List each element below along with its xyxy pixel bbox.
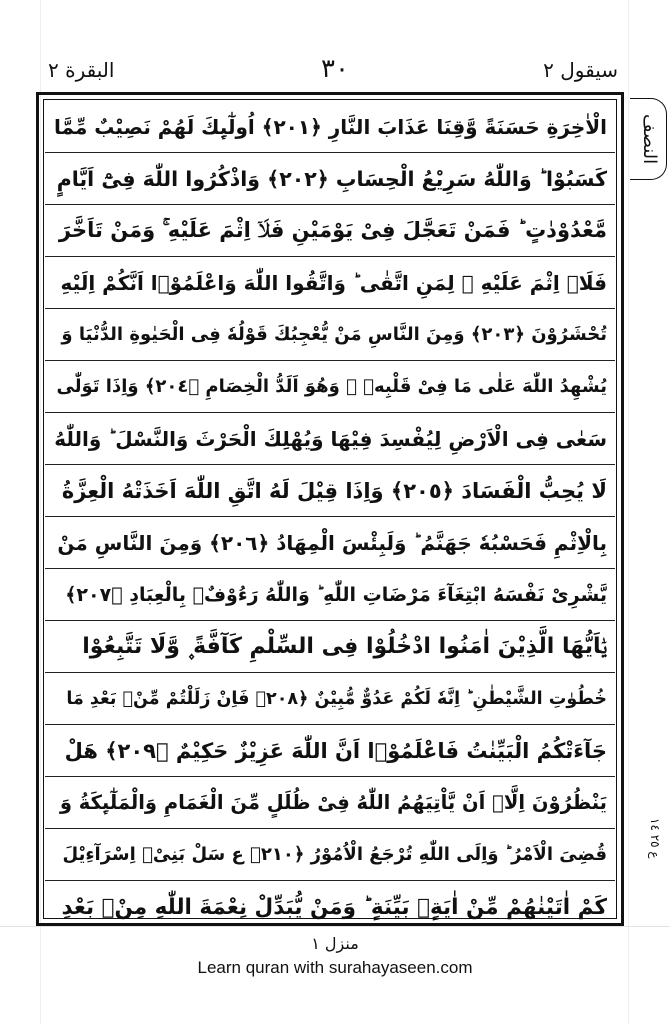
text-frame	[36, 92, 624, 926]
page-number: ٣٠	[321, 54, 349, 84]
verse-line	[45, 569, 615, 621]
verse-line-text: سَعٰى فِی الْاَرْضِ لِیُفْسِدَ فِیْهَا وَیُهْلِكَ الْحَرْثَ وَالنَّسْلَ ؕ وَاللّٰهُ	[54, 426, 607, 451]
verse-line-text: الْاٰخِرَةِ حَسَنَةً وَّقِنَا عَذَابَ النَّارِ ﴿٢٠١﴾ اُولٰٓىِٕكَ لَهُمْ نَصِیْبٌ مِّمَّا	[54, 114, 607, 139]
verse-line-text: یٰۤاَیُّهَا الَّذِیْنَ اٰمَنُوا ادْخُلُوْا فِی السِّلْمِ كَآفَّةً ۪ وَّلَا تَتَّبِعُوْا	[82, 634, 607, 659]
verse-line	[45, 517, 615, 569]
verse-line-text: كَمْ اٰتَیْنٰهُمْ مِّنْ اٰیَةٍۭ بَیِّنَةٍ ؕ وَمَنْ یُّبَدِّلْ نِعْمَةَ اللّٰهِ مِنْۢ بَعْدِ	[61, 894, 607, 920]
verse-line-text: بِالْاِثْمِ فَحَسْبُهٗ جَهَنَّمُ ؕ وَلَبِئْسَ الْمِهَادُ ﴿٢٠٦﴾ وَمِنَ النَّاسِ مَنْ	[57, 530, 607, 555]
site-credit: Learn quran with surahayaseen.com	[197, 958, 473, 977]
verse-line	[45, 621, 615, 673]
verse-line	[45, 257, 615, 309]
verse-line-text: یَّشْرِیْ نَفْسَهُ ابْتِغَآءَ مَرْضَاتِ اللّٰهِ ؕ وَاللّٰهُ رَءُوْفٌۢ بِالْعِبَادِ ﴿٢٠٧﴾	[65, 583, 607, 606]
verse-line	[45, 153, 615, 205]
verse-line-text: فَلَاۤ اِثْمَ عَلَیْهِ ۙ لِمَنِ اتَّقٰى ؕ وَاتَّقُوا اللّٰهَ وَاعْلَمُوْۤا اَنَّكُمْ اِلَیْهِ	[60, 270, 607, 295]
verse-line-text: لَا یُحِبُّ الْفَسَادَ ﴿٢٠٥﴾ وَاِذَا قِیْلَ لَهُ اتَّقِ اللّٰهَ اَخَذَتْهُ الْعِزَّةُ	[61, 478, 607, 503]
verse-line-text: جَآءَتْكُمُ الْبَیِّنٰتُ فَاعْلَمُوْۤا اَنَّ اللّٰهَ عَزِیْزٌ حَكِیْمٌ ﴿٢٠٩﴾ هَلْ	[64, 738, 607, 763]
verse-line-text: كَسَبُوْا ؕ وَاللّٰهُ سَرِیْعُ الْحِسَابِ ﴿٢٠٢﴾ وَاذْكُرُوا اللّٰهَ فِیْٓ اَیَّامٍ	[56, 166, 607, 191]
verse-line-text: یُشْهِدُ اللّٰهَ عَلٰى مَا فِیْ قَلْبِهٖ ۙ وَهُوَ اَلَدُّ الْخِصَامِ ﴿٢٠٤﴾ وَاِذَا تَوَلّٰى	[56, 376, 607, 397]
surah-name: البقرة ٢	[48, 58, 115, 82]
verse-line	[45, 673, 615, 725]
verse-line-text: تُحْشَرُوْنَ ﴿٢٠٣﴾ وَمِنَ النَّاسِ مَنْ یُّعْجِبُكَ قَوْلُهٗ فِی الْحَیٰوةِ الدُّنْیَا وَ	[61, 324, 607, 345]
margin-half-marker: النصف	[630, 98, 667, 180]
verse-line-text: یَنْظُرُوْنَ اِلَّاۤ اَنْ یَّاْتِیَهُمُ اللّٰهُ فِیْ ظُلَلٍ مِّنَ الْغَمَامِ وَالْمَلٰٓىِٕكَةُ وَ	[59, 791, 607, 814]
footer-divider	[0, 926, 670, 927]
verse-line	[45, 309, 615, 361]
verse-line-text: خُطُوٰتِ الشَّیْطٰنِ ؕ اِنَّهٗ لَكُمْ عَدُوٌّ مُّبِیْنٌ ﴿٢٠٨﴾ فَاِنْ زَلَلْتُمْ مِّنْۢ بَعْدِ مَا	[66, 688, 607, 709]
verse-line	[45, 777, 615, 829]
verse-line	[45, 829, 615, 881]
page-guide-line	[628, 0, 629, 1024]
margin-ruku-marker: ع ٢٥ ١٤	[648, 817, 662, 859]
verse-line	[45, 205, 615, 257]
verse-line	[45, 361, 615, 413]
verse-line	[45, 101, 615, 153]
juz-name: سیقول ٢	[543, 58, 618, 82]
verse-lines	[45, 101, 615, 920]
verse-line-text: مَّعْدُوْدٰتٍ ؕ فَمَنْ تَعَجَّلَ فِیْ یَوْمَیْنِ فَلَاۤ اِثْمَ عَلَیْهِ ۚ وَمَنْ تَاَخَّرَ	[58, 218, 607, 242]
verse-line	[45, 413, 615, 465]
verse-line	[45, 725, 615, 777]
manzil-label: منزل ١	[311, 934, 359, 953]
verse-line-text: قُضِیَ الْاَمْرُ ؕ وَاِلَى اللّٰهِ تُرْجَعُ الْاُمُوْرُ ﴿٢١٠﴾ ع سَلْ بَنِیْۤ اِسْرَآءِیْلَ	[62, 844, 607, 865]
verse-line	[45, 465, 615, 517]
